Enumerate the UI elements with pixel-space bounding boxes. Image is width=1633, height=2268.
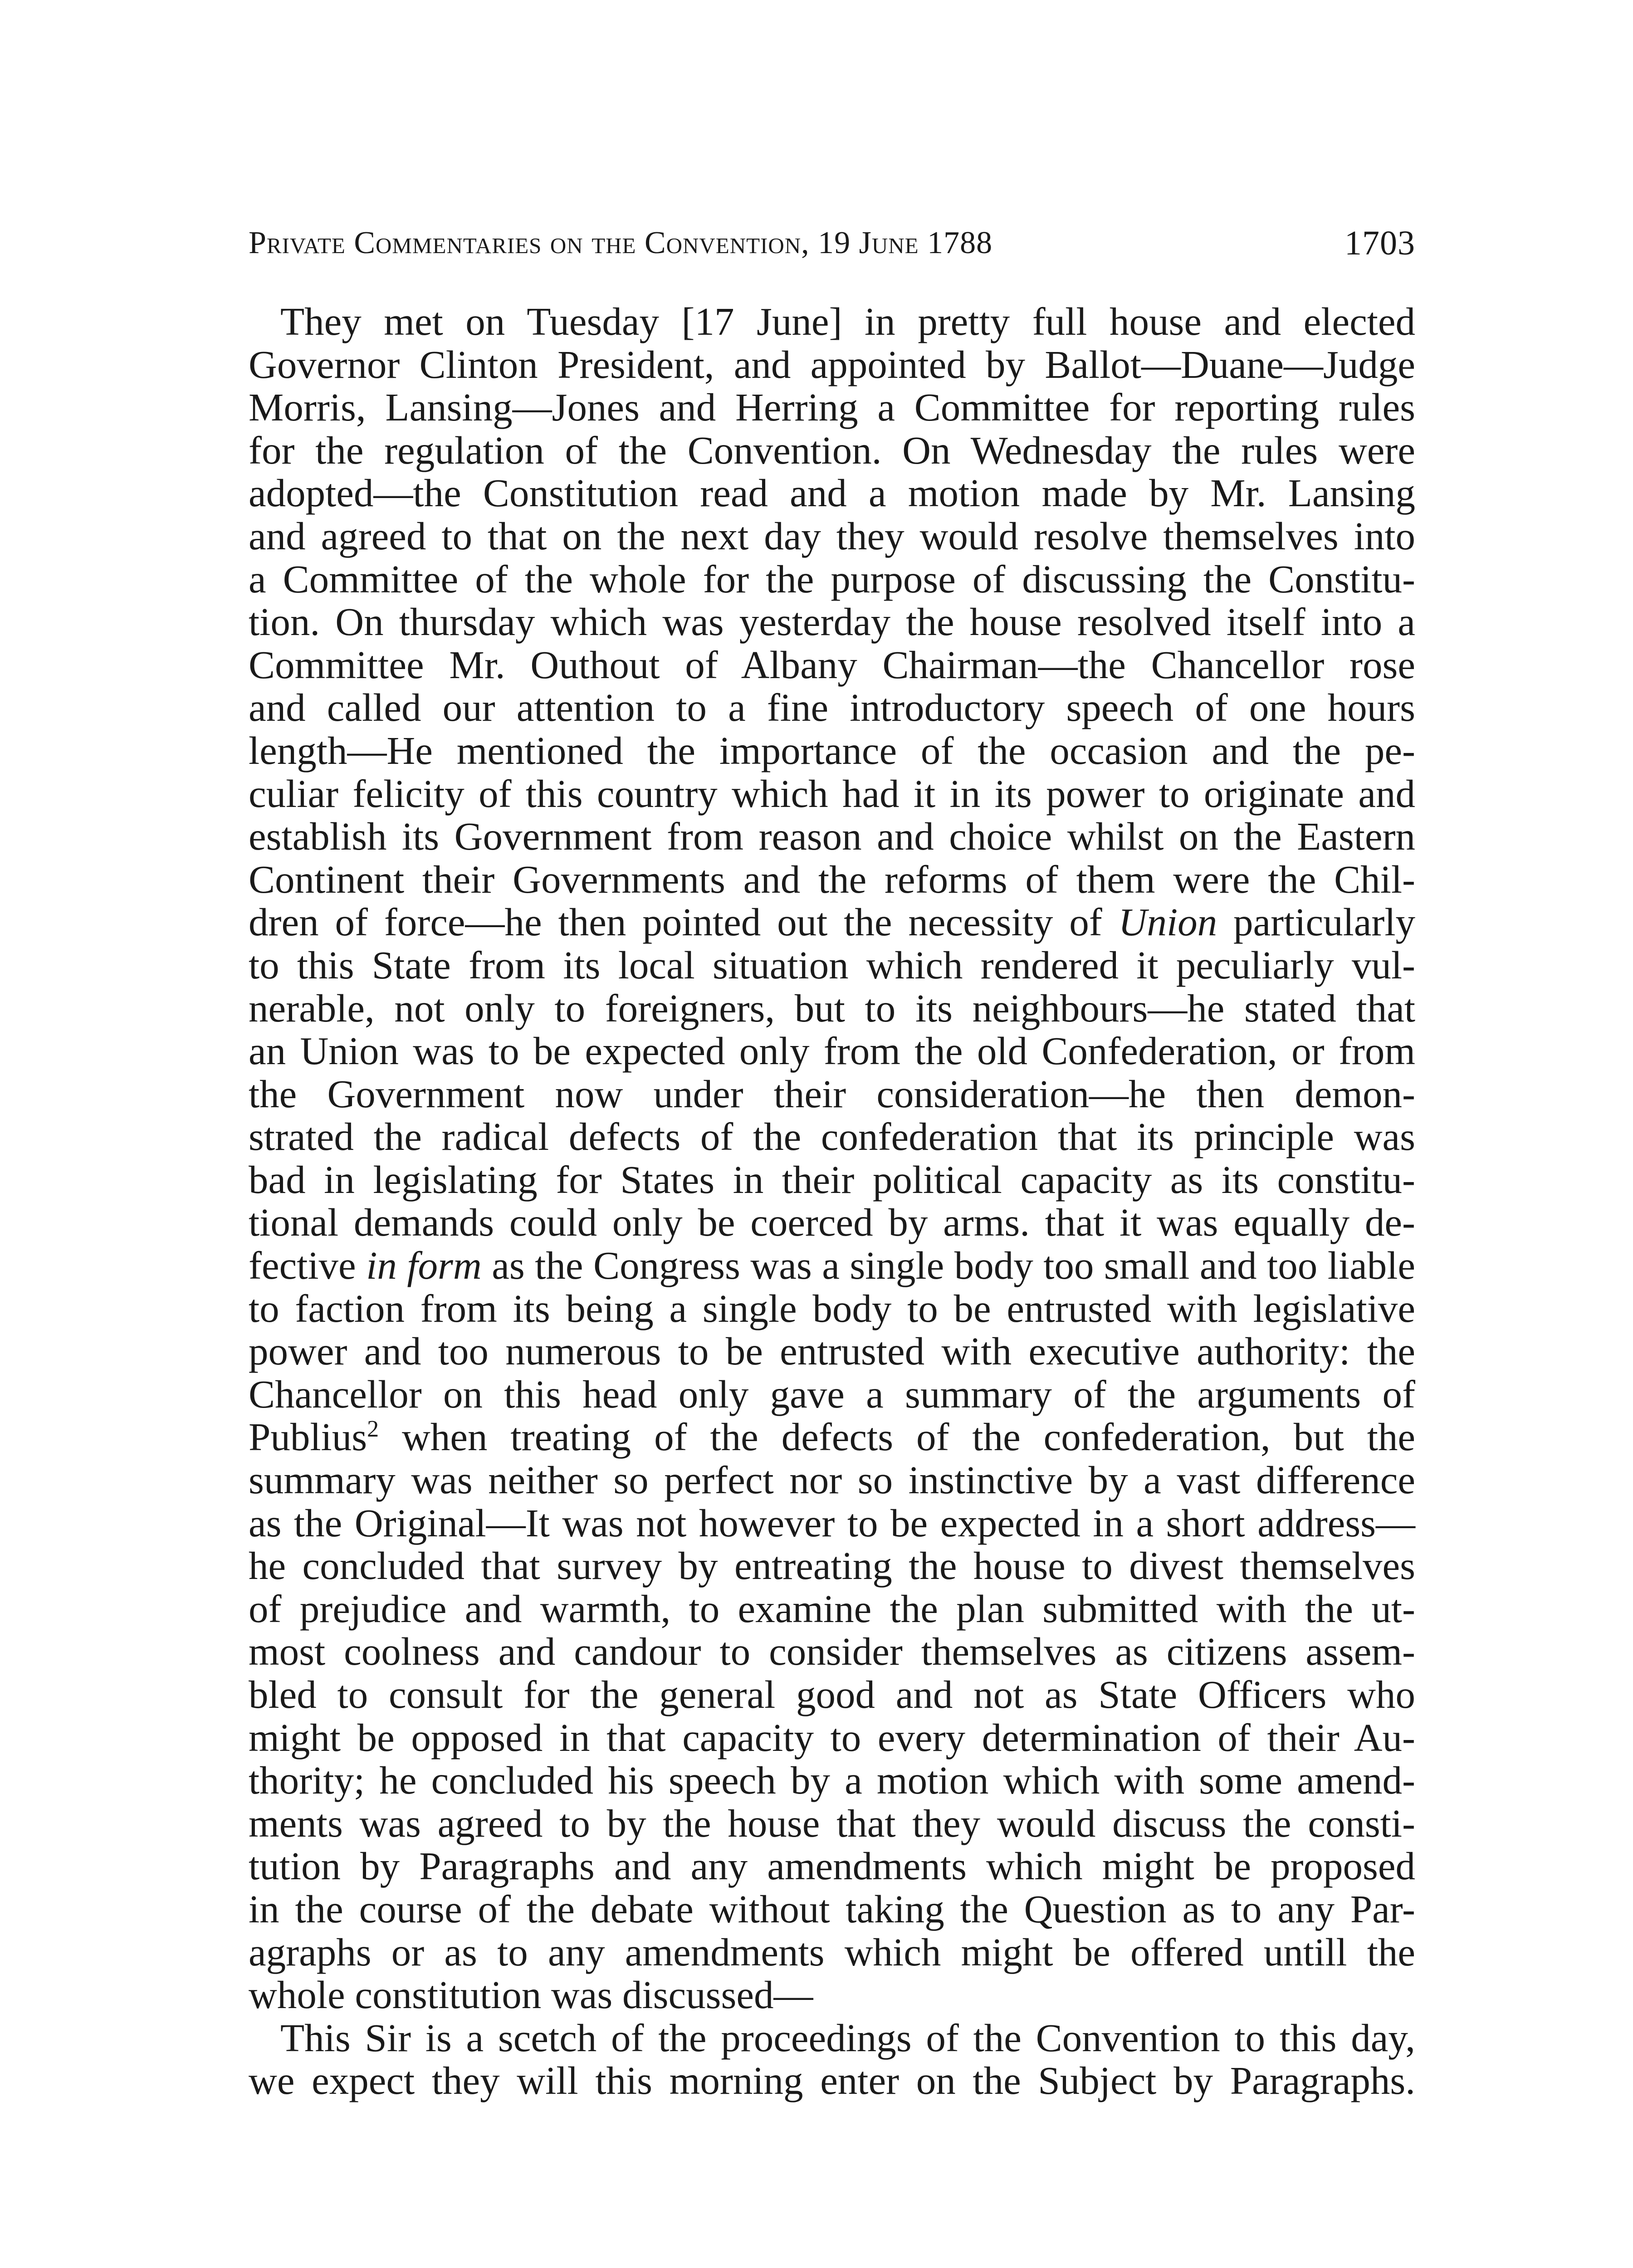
text-line: tution by Paragraphs and any amendments which might be proposed [249,1844,1415,1888]
running-head-title-text: Private Commentaries on the Convention, 19 June 1788 [249,225,993,260]
text-line: and agreed to that on the next day they would resolve themselves into [249,513,1415,558]
text-line: to this State from its local situation which rendered it peculiarly vul- [249,943,1415,987]
text-line: power and too numerous to be entrusted with executive authority: the [249,1329,1415,1374]
text-line-union [249,901,1415,944]
text-line-publius [249,1416,1415,1459]
text-line-in-form [249,1244,1415,1287]
text-line: Continent their Governments and the reforms of them were the Chil- [249,857,1415,901]
text-line: establish its Government from reason and choice whilst on the Eastern [249,814,1415,859]
text-line: for the regulation of the Convention. On Wednesday the rules were [249,428,1415,472]
text-run: as the Congress was a single body too small and too liable [481,1243,1415,1288]
text-line: Morris, Lansing—Jones and Herring a Committee for reporting rules [249,385,1415,430]
text-line: a Committee of the whole for the purpose of discussing the Constitu- [249,557,1415,601]
text-line: strated the radical defects of the confederation that its principle was [249,1114,1415,1159]
text-line: of prejudice and warmth, to examine the plan submitted with the ut- [249,1586,1415,1631]
text-line: tional demands could only be coerced by arms. that it was equally de- [249,1200,1415,1245]
text-line: might be opposed in that capacity to every determination of their Au- [249,1715,1415,1760]
text-line: as the Original—It was not however to be expected in a short address— [249,1501,1415,1545]
text-line: an Union was to be expected only from the old Confederation, or from [249,1029,1415,1073]
text-run: Publius [249,1415,367,1459]
italic-in-form: in form [366,1243,482,1288]
text-line: culiar felicity of this country which had it in its power to originate and [249,771,1415,816]
running-head [249,216,1415,270]
text-line: we expect they will this morning enter on the Subject by Paragraphs. [249,2058,1415,2103]
text-line: tion. On thursday which was yesterday the house resolved itself into a [249,600,1415,644]
italic-union: Union [1118,900,1217,944]
text-line: This Sir is a scetch of the proceedings of the Convention to this day, [280,2015,1415,2060]
body-text [249,300,1415,2102]
text-line: and called our attention to a fine introductory speech of one hours [249,685,1415,730]
text-line: Committee Mr. Outhout of Albany Chairman—the Chancellor rose [249,642,1415,687]
text-line: Chancellor on this head only gave a summary of the arguments of [249,1372,1415,1416]
text-line: in the course of the debate without taking the Question as to any Par- [249,1887,1415,1931]
text-run: dren of force—he then pointed out the necessity of [249,900,1119,944]
text-line: adopted—the Constitution read and a motion made by Mr. Lansing [249,471,1415,515]
running-head-title [249,216,993,270]
text-line: he concluded that survey by entreating the house to divest themselves [249,1544,1415,1588]
text-run: when treating of the defects of the confederation, but the [379,1415,1415,1459]
text-line: length—He mentioned the importance of the occasion and the pe- [249,728,1415,772]
footnote-marker: 2 [367,1416,379,1442]
text-run: fective [249,1243,367,1288]
text-line: most coolness and candour to consider themselves as citizens assem- [249,1629,1415,1674]
text-line: whole constitution was discussed— [249,1973,813,2017]
text-line: the Government now under their consideration—he then demon- [249,1071,1415,1116]
text-line: Governor Clinton President, and appointed by Ballot—Duane—Judge [249,342,1415,386]
text-line: summary was neither so perfect nor so instinctive by a vast difference [249,1458,1415,1502]
paragraph-2 [249,2017,1415,2102]
paragraph-1 [249,300,1415,2017]
text-line: nerable, not only to foreigners, but to its neighbours—he stated that [249,986,1415,1030]
text-run: particularly [1217,900,1415,944]
text-line: They met on Tuesday [17 June] in pretty full house and elected [280,299,1415,343]
text-line: bled to consult for the general good and not as State Officers who [249,1672,1415,1716]
page-number: 1703 [1345,224,1415,262]
text-line: agraphs or as to any amendments which might be offered untill the [249,1930,1415,1974]
text-line: bad in legislating for States in their political capacity as its constitu- [249,1157,1415,1202]
text-line: thority; he concluded his speech by a motion which with some amend- [249,1758,1415,1803]
text-line: ments was agreed to by the house that they would discuss the consti- [249,1801,1415,1845]
text-line: to faction from its being a single body to be entrusted with legislative [249,1286,1415,1330]
